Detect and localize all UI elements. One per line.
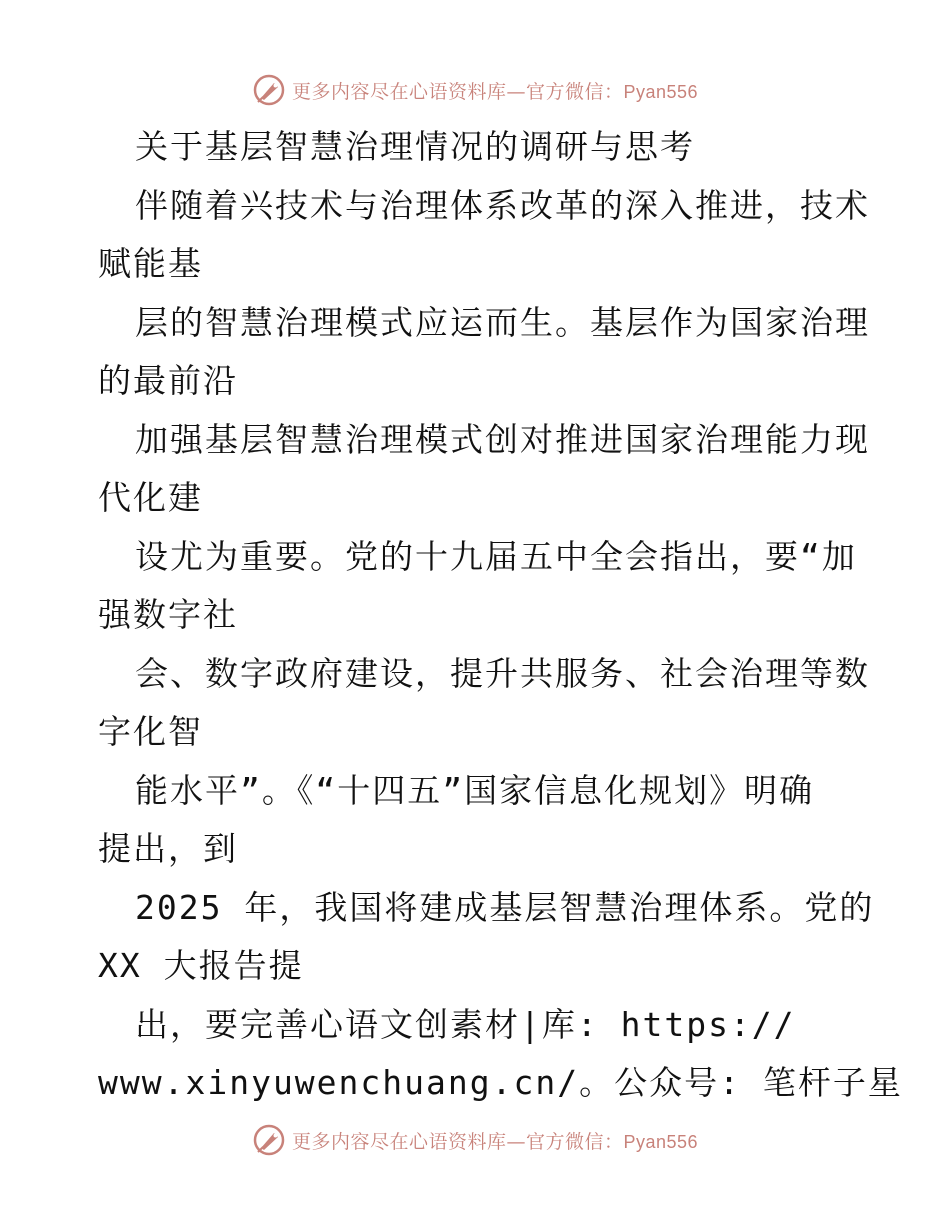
paragraph-line: XX 大报告提 (98, 946, 304, 985)
document-body (98, 118, 903, 1113)
paragraph-line: 字化智 (98, 712, 203, 751)
banner-site-text: 更多内容尽在心语资料库 (291, 1130, 507, 1153)
paragraph-line: 加强基层智慧治理模式创对推进国家治理能力现 (135, 419, 870, 459)
pen-nib-logo-icon (252, 73, 286, 107)
paragraph-line: 代化建 (98, 478, 203, 517)
header-watermark-banner (0, 70, 950, 110)
paragraph-line: 能水平”。《“十四五”国家信息化规划》明确 (135, 770, 815, 810)
paragraph-line: 2025 年，我国将建成基层智慧治理体系。党的 (135, 887, 875, 927)
banner-separator: — (506, 80, 526, 103)
paragraph-line: 伴随着兴技术与治理体系改革的深入推进，技术 (135, 185, 870, 225)
paragraph-line: 会、数字政府建设，提升共服务、社会治理等数 (135, 653, 870, 693)
banner-wechat-id: Pyan556 (623, 81, 699, 102)
banner-text (292, 77, 698, 104)
banner-wechat-label: 官方微信： (525, 1130, 624, 1153)
paragraph-line: 的最前沿 (98, 361, 238, 400)
banner-site-text: 更多内容尽在心语资料库 (291, 80, 507, 103)
banner-text (292, 1127, 698, 1154)
paragraph-line: www.xinyuwenchuang.cn/。公众号: 笔杆子星 (98, 1063, 903, 1102)
paragraph-line: 设尤为重要。党的十九届五中全会指出，要“加 (135, 536, 857, 576)
paragraph-line: 出，要完善心语文创素材|库: https:// (135, 1004, 796, 1044)
banner-wechat-label: 官方微信： (525, 80, 624, 103)
footer-watermark-banner (0, 1120, 950, 1160)
document-title: 关于基层智慧治理情况的调研与思考 (135, 127, 695, 166)
paragraph-line: 强数字社 (98, 595, 238, 634)
paragraph-line: 赋能基 (98, 244, 203, 283)
paragraph-line: 层的智慧治理模式应运而生。基层作为国家治理 (135, 302, 870, 342)
paragraph-line: 提出，到 (98, 829, 238, 868)
banner-separator: — (506, 1130, 526, 1153)
banner-wechat-id: Pyan556 (623, 1131, 699, 1152)
pen-nib-logo-icon (252, 1123, 286, 1157)
